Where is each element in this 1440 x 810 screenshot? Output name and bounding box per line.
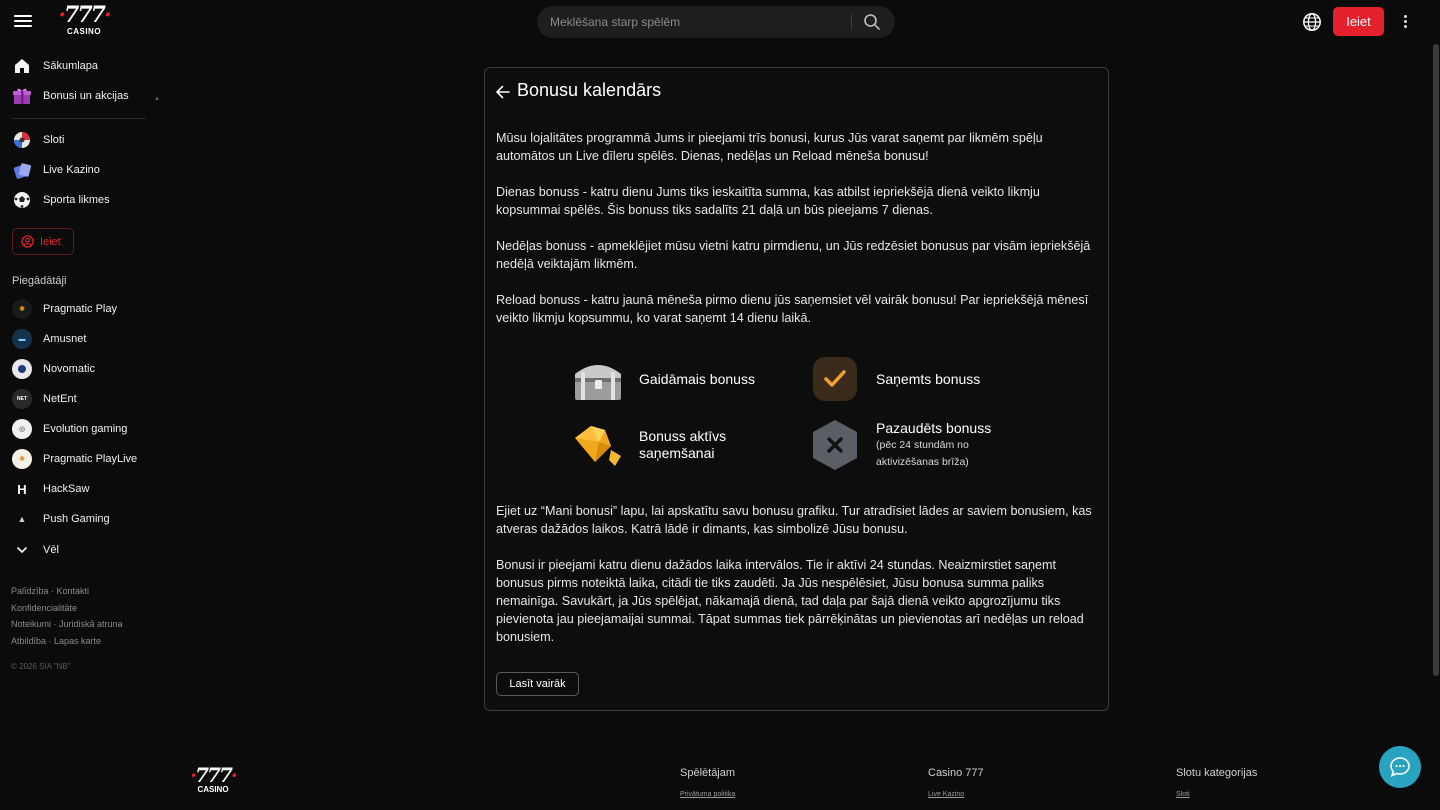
diamond-icon [571,418,625,472]
disclaimer-link[interactable]: Juridiskā atruna [59,619,123,629]
logo-digits: 777 [64,2,104,28]
provider-label: Novomatic [43,363,95,375]
footer-column-heading: Slotu kategorijas [1176,767,1258,779]
legend-received-label: Saņemts bonuss [876,370,981,387]
availability-paragraph: Bonusi ir pieejami katru dienu dažādos laika intervālos. Tie ir aktīvi 24 stundas. Neaizmirstiet saņemt bonusus pirms noteiktā laika, citādi tie tiks zaudēti. Ja Jūs nespēlēsiet, Jūsu bonusa summa paliks nemainīga. Savukārt, ja Jūs spēlējat, nākamajā dienā, tad daļa par šajā dienā veikto apgrozījumu tiks pievienota jau pieejamaijai summai. Tāpat summas tiek pārrēķinātas un pievienotas arī nedēļas un reload bonusiem. [496,558,1084,644]
sidebar-item-label: Sākumlapa [43,60,99,72]
provider-label: Amusnet [43,333,87,345]
copyright: © 2026 SIA "NB" [11,662,71,671]
footer-logo[interactable]: ·777· CASINO [184,765,242,797]
bonus-calendar-card [484,67,1109,711]
amusnet-icon: ▬ [12,329,32,349]
reload-bonus-paragraph: Reload bonuss - katru jaunā mēneša pirmo dienu jūs saņemsiet vēl vairāk bonusu! Par iepriekšējā mēnesī veikto likmju kopsummu, ko varat saņemt 14 dienu laikā. [496,293,1089,325]
legend-upcoming-label: Gaidāmais bonuss [639,370,755,387]
footer-column-slot-categories [1176,767,1257,798]
search-input[interactable] [537,6,849,38]
sidebar-footer-links: Palīdzība · Kontakti Konfidencialitāte Noteikumi · Juridiskā atruna Atbildība · Lapas karte [11,586,123,646]
sidebar-more-button[interactable] [12,538,59,562]
pragmatic-playlive-icon: ✺ [12,449,32,469]
sidebar-item-label: Live Kazino [43,164,100,176]
legend-lost-label: Pazaudēts bonuss [876,419,992,436]
help-link[interactable]: Palīdzība [11,586,49,596]
more-label: Vēl [43,544,59,556]
terms-link[interactable]: Noteikumi [11,619,52,629]
footer-column-heading: Casino 777 [928,767,984,779]
weekly-bonus-paragraph: Nedēļas bonuss - apmeklējiet mūsu vietni katru pirmdienu, un Jūs redzēsiet bonusus par visām iepriekšējā nedēļā veiktajām likmēm. [496,239,1091,271]
provider-label: HackSaw [43,483,90,495]
sidebar-item-bonuses[interactable] [12,84,129,108]
search-icon[interactable] [863,13,881,31]
checkmark-icon [808,352,862,406]
pragmatic-play-icon: ✺ [12,299,32,319]
sitemap-link[interactable]: Lapas karte [54,635,102,646]
push-gaming-icon: ▲ [17,514,27,524]
search-bar [537,6,895,38]
chat-bubble-icon [1388,755,1412,779]
sidebar-item-provider[interactable] [12,297,117,321]
daily-bonus-paragraph: Dienas bonuss - katru dienu Jums tiks ieskaitīta summa, kas atbilst iepriekšējā dienā veikto likmju kopsummai spēlēs. Šis bonuss tiks sadalīts 21 daļā un būs pieejams 7 dienas. [496,185,1040,217]
intro-paragraph: Mūsu lojalitātes programmā Jums ir pieejami trīs bonusi, kurus Jūs varat saņemt par likmēm spēļu automātos un Live dīleru spēlēs. Dienas, nedēļas un Reload mēneša bonusu! [496,131,1043,163]
footer-logo-digits: 777 [195,763,231,787]
menu-icon[interactable] [14,12,32,28]
sidebar-item-home[interactable] [12,54,98,78]
novomatic-icon [12,359,32,379]
scroll-up-icon[interactable]: ▲ [154,96,160,102]
footer-column-casino [928,767,984,798]
sidebar [0,44,160,810]
sidebar-item-label: Bonusi un akcijas [43,90,129,102]
treasure-chest-icon [571,352,625,406]
sidebar-item-provider[interactable] [12,417,127,441]
search-divider [851,14,852,30]
footer-column-heading: Spēlētājam [680,767,736,779]
hacksaw-icon: H [17,481,27,497]
privacy-policy-link[interactable]: Privātuma politika [680,791,736,798]
lost-x-icon [808,418,862,472]
sidebar-item-provider[interactable] [12,357,95,381]
privacy-link[interactable]: Konfidencialitāte [11,602,78,613]
evolution-gaming-icon: ◎ [12,419,32,439]
sidebar-item-provider[interactable] [12,507,110,531]
footer-logo-word: CASINO [197,785,229,794]
contacts-link[interactable]: Kontakti [56,586,90,596]
slots-link[interactable]: Sloti [1176,791,1190,798]
chevron-down-icon [12,540,32,560]
sidebar-item-slots[interactable] [12,128,64,152]
sidebar-item-live-casino[interactable] [12,158,100,182]
footer-column-players [680,767,735,798]
legend-active-label-line2: saņemšanai [639,445,715,461]
globe-icon[interactable] [1302,12,1322,32]
live-casino-icon [12,160,32,180]
providers-heading: Piegādātāji [12,275,67,287]
chat-button[interactable] [1379,746,1421,788]
sidebar-login-button[interactable] [12,228,74,255]
netent-icon: NET [12,389,32,409]
legend-active [571,418,726,472]
provider-label: Evolution gaming [43,423,128,435]
read-more-button[interactable]: Lasīt vairāk [496,672,579,696]
casino-logo[interactable]: ·777· CASINO [52,4,116,38]
sidebar-item-provider[interactable] [12,387,77,411]
page-title: Bonusu kalendārs [517,80,662,100]
user-icon [21,235,34,248]
legend-lost [808,418,991,472]
legend-lost-note-line2: aktivizēšanas brīža) [876,455,969,468]
home-icon [12,56,32,76]
logo-word: CASINO [66,27,102,36]
page-scrollbar[interactable] [1433,44,1439,676]
sidebar-item-label: Sporta likmes [43,194,110,206]
more-options-icon[interactable] [1398,13,1412,31]
live-casino-link[interactable]: Live Kazino [928,791,965,798]
header-login-button[interactable]: Ieiet [1333,7,1384,36]
provider-label: Push Gaming [43,513,110,525]
legend-lost-note-line1: (pēc 24 stundām no [876,438,969,451]
top-bar [0,0,1440,44]
legend-active-label-line1: Bonuss aktīvs [639,428,727,444]
gift-icon [12,86,32,106]
legend-upcoming [571,352,755,406]
slots-icon [12,130,32,150]
legend-received [808,352,980,406]
provider-label: NetEnt [43,393,77,405]
sidebar-item-label: Sloti [43,134,65,146]
sidebar-divider [12,118,146,119]
provider-label: Pragmatic Play [43,303,117,315]
sidebar-item-provider[interactable] [12,447,137,471]
sidebar-login-label: Ieiet [40,235,61,248]
back-arrow-icon[interactable] [495,84,511,100]
sidebar-item-provider[interactable] [12,327,86,351]
provider-label: Pragmatic PlayLive [43,453,138,465]
my-bonuses-paragraph: Ejiet uz “Mani bonusi” lapu, lai apskatītu savu bonusu grafiku. Tur atradīsiet lādes ar saviem bonusiem, kas atveras dažādos laikos. Katrā lādē ir dimants, kas simbolizē Jūsu bonusu. [496,504,1092,536]
sidebar-item-sports[interactable] [12,188,110,212]
responsibility-link[interactable]: Atbildība [11,635,47,646]
soccer-ball-icon [12,190,32,210]
sidebar-item-provider[interactable] [12,477,89,501]
